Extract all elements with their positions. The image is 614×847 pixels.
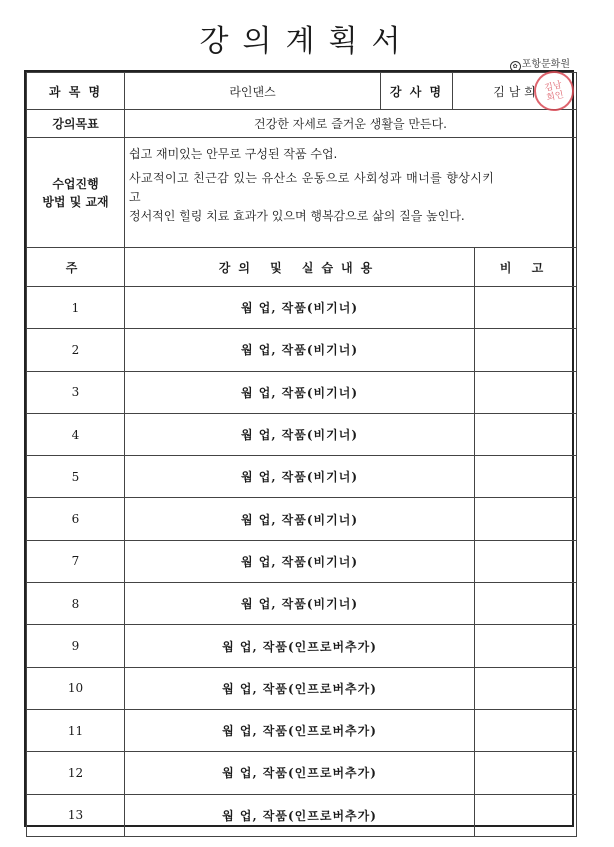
- course-value: 라인댄스: [125, 73, 381, 110]
- content-cell: 웜 업, 작품(비기너): [125, 540, 475, 582]
- table-row: [27, 625, 577, 667]
- table-row: [27, 456, 577, 498]
- content-cell: 웜 업, 작품(인프로버추가): [125, 625, 475, 667]
- method-line: 쉽고 재미있는 안무로 구성된 작품 수업.: [129, 147, 338, 161]
- note-cell: [475, 456, 577, 498]
- instructor-value: 김 남 희: [493, 84, 536, 99]
- organization-name: 포항문화원: [521, 59, 570, 70]
- document-title: 강의계획서: [199, 24, 415, 59]
- week-cell: 1: [27, 287, 125, 329]
- goal-row: [27, 110, 577, 138]
- content-cell: 웜 업, 작품(인프로버추가): [125, 709, 475, 751]
- header-week: 주: [27, 248, 125, 287]
- schedule-table: [26, 247, 577, 837]
- goal-value: 건강한 자세로 즐거운 생활을 만든다.: [125, 110, 577, 138]
- table-row: [27, 709, 577, 751]
- week-cell: 7: [27, 540, 125, 582]
- note-cell: [475, 583, 577, 625]
- instructor-label: 강 사 명: [381, 73, 453, 110]
- table-row: [27, 752, 577, 794]
- course-label: 과 목 명: [27, 73, 125, 110]
- method-line: 고: [129, 190, 141, 204]
- method-value: [125, 138, 577, 248]
- note-cell: [475, 625, 577, 667]
- table-row: [27, 583, 577, 625]
- note-cell: [475, 709, 577, 751]
- info-table: [26, 72, 577, 248]
- week-cell: 9: [27, 625, 125, 667]
- method-line: 사교적이고 친근감 있는 유산소 운동으로 사회성과 매너를 향상시키: [129, 171, 495, 185]
- organization-logo-icon: ✿: [510, 61, 521, 72]
- week-cell: 13: [27, 794, 125, 836]
- week-cell: 11: [27, 709, 125, 751]
- content-cell: 웜 업, 작품(인프로버추가): [125, 752, 475, 794]
- table-row: [27, 287, 577, 329]
- method-line: 정서적인 힐링 치료 효과가 있으며 행복감으로 삶의 질을 높인다.: [129, 209, 465, 223]
- note-cell: [475, 287, 577, 329]
- note-cell: [475, 498, 577, 540]
- week-cell: 10: [27, 667, 125, 709]
- content-cell: 웜 업, 작품(비기너): [125, 413, 475, 455]
- table-row: [27, 413, 577, 455]
- table-row: [27, 498, 577, 540]
- instructor-cell: [453, 73, 577, 110]
- note-cell: [475, 371, 577, 413]
- week-cell: 2: [27, 329, 125, 371]
- week-cell: 4: [27, 413, 125, 455]
- note-cell: [475, 794, 577, 836]
- week-cell: 8: [27, 583, 125, 625]
- note-cell: [475, 329, 577, 371]
- note-cell: [475, 413, 577, 455]
- content-cell: 웜 업, 작품(인프로버추가): [125, 794, 475, 836]
- schedule-body: [27, 287, 577, 837]
- content-cell: 웜 업, 작품(인프로버추가): [125, 667, 475, 709]
- week-cell: 3: [27, 371, 125, 413]
- week-cell: 6: [27, 498, 125, 540]
- content-cell: 웜 업, 작품(비기너): [125, 456, 475, 498]
- header-note: 비 고: [475, 248, 577, 287]
- lecture-plan-sheet: [24, 70, 574, 827]
- note-cell: [475, 667, 577, 709]
- method-row: [27, 138, 577, 248]
- content-cell: 웜 업, 작품(비기너): [125, 287, 475, 329]
- schedule-header-row: [27, 248, 577, 287]
- table-row: [27, 371, 577, 413]
- header-content: 강의 및 실습내용: [125, 248, 475, 287]
- content-cell: 웜 업, 작품(비기너): [125, 498, 475, 540]
- content-cell: 웜 업, 작품(비기너): [125, 329, 475, 371]
- instructor-seal: 김남 희인: [530, 67, 577, 114]
- course-row: [27, 73, 577, 110]
- method-label-line1: 수업진행: [52, 176, 99, 191]
- table-row: [27, 794, 577, 836]
- goal-label: 강의목표: [27, 110, 125, 138]
- table-row: [27, 667, 577, 709]
- week-cell: 12: [27, 752, 125, 794]
- content-cell: 웜 업, 작품(비기너): [125, 371, 475, 413]
- week-cell: 5: [27, 456, 125, 498]
- note-cell: [475, 752, 577, 794]
- table-row: [27, 329, 577, 371]
- method-label: [27, 138, 125, 248]
- note-cell: [475, 540, 577, 582]
- table-row: [27, 540, 577, 582]
- content-cell: 웜 업, 작품(비기너): [125, 583, 475, 625]
- method-label-line2: 방법 및 교재: [42, 194, 109, 209]
